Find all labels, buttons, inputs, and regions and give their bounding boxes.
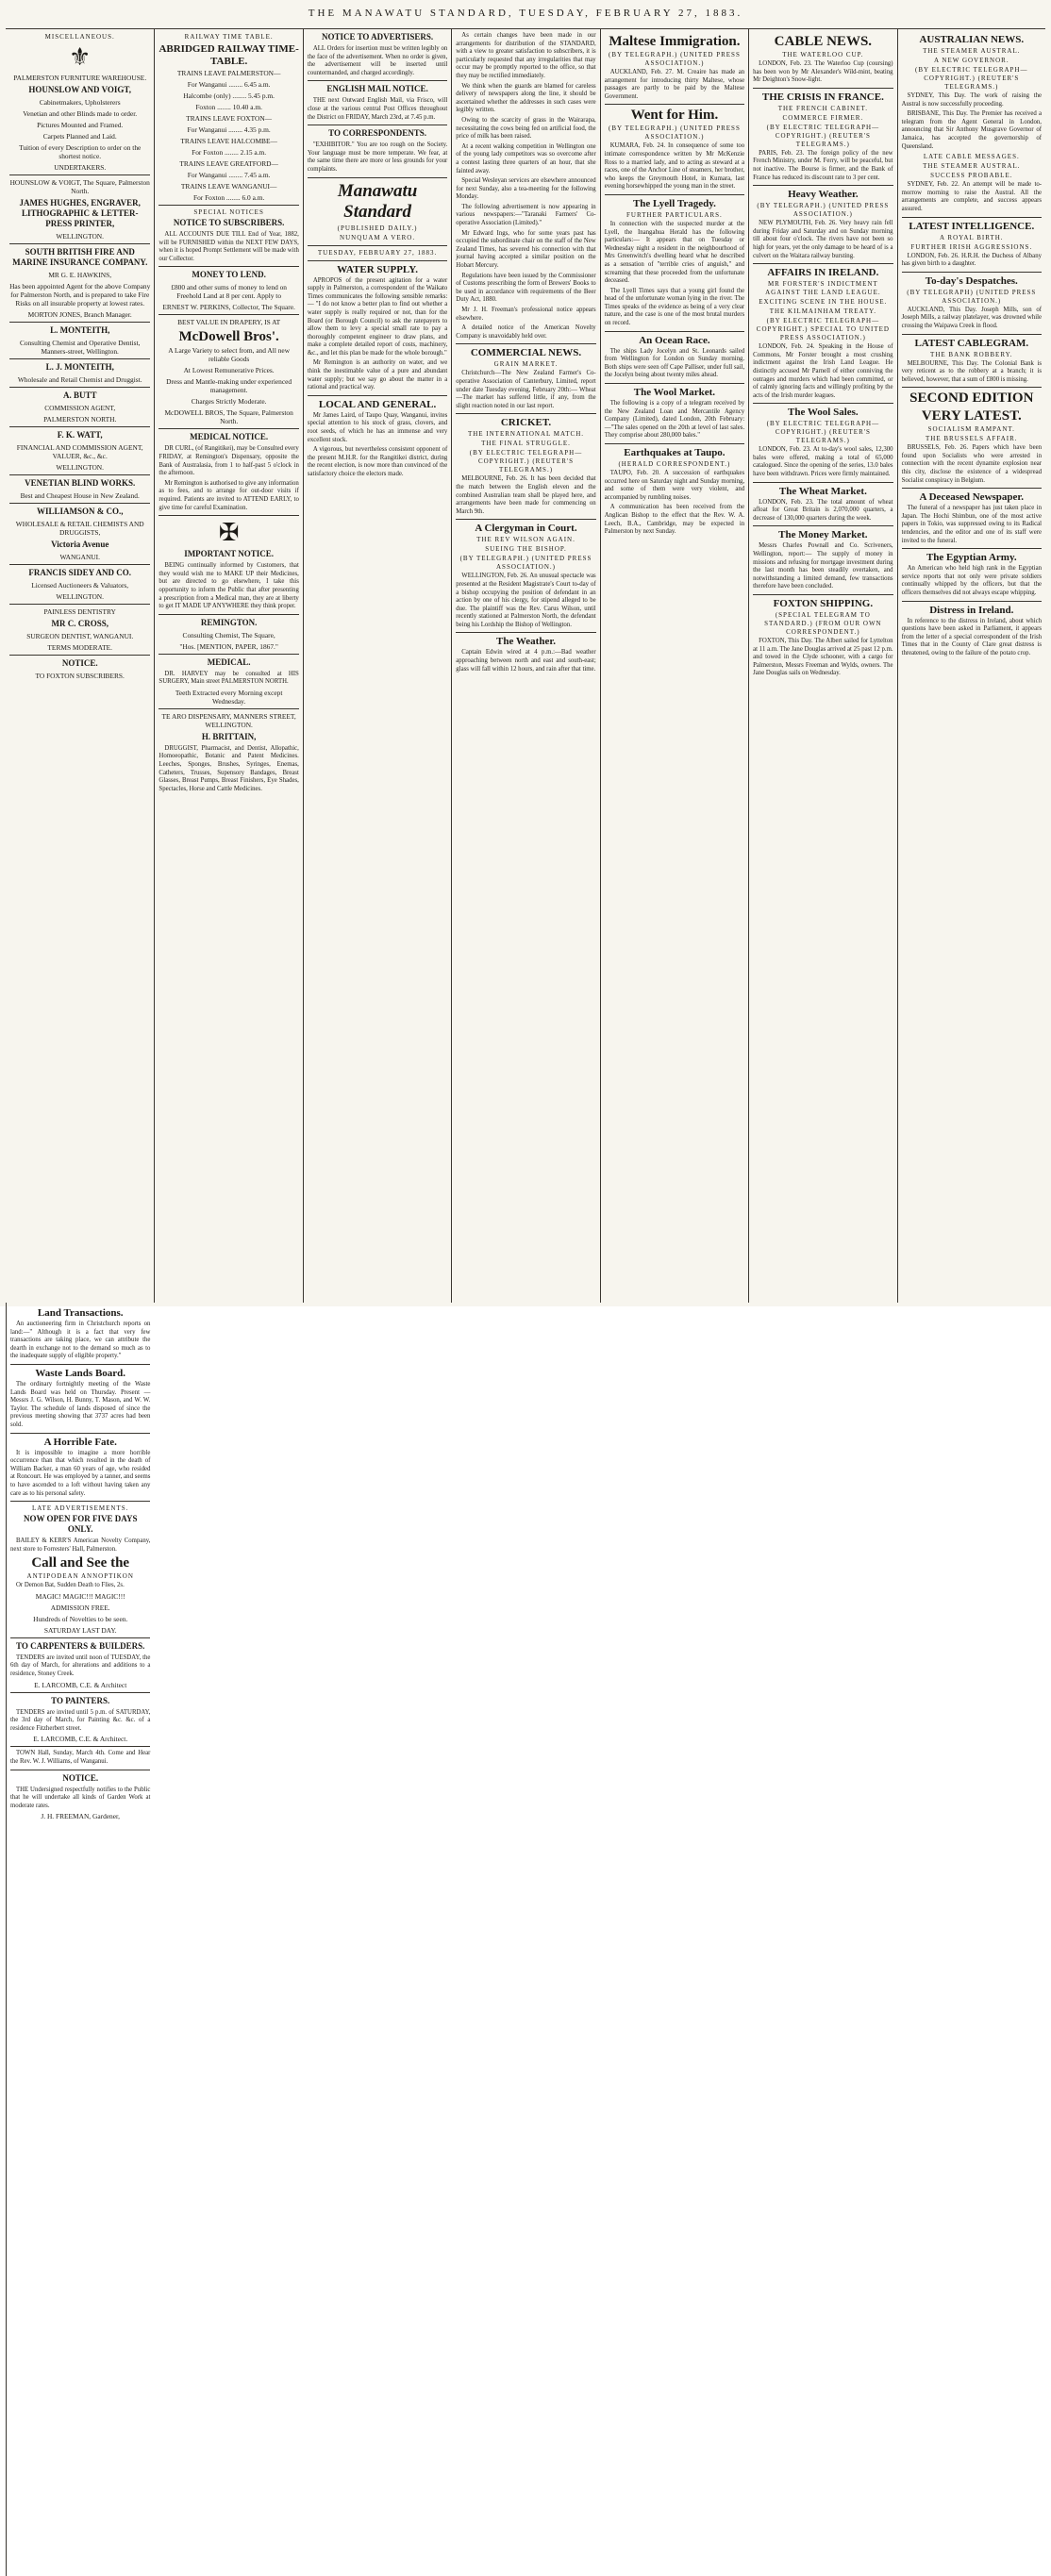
column-rule bbox=[308, 177, 447, 178]
subheading: MR FORSTER'S INDICTMENT AGAINST THE LAND LEAGUE. bbox=[765, 280, 881, 297]
paragraph: The Lyell Times says that a young girl found the head of the unfortunate woman lying in the river. The Times speaks of the evidence as being of a very clear nature, and the case is one of the most brutal murders on record. bbox=[604, 287, 745, 327]
advert-line: SATURDAY LAST DAY. bbox=[43, 1625, 117, 1635]
paragraph: Mr J. H. Freeman's professional notice appears elsewhere. bbox=[456, 307, 596, 322]
subheading: RAILWAY TIME TABLE. bbox=[184, 33, 274, 41]
subheading: (BY TELEGRAPH.) (UNITED PRESS ASSOCIATION.) bbox=[757, 202, 890, 219]
paragraph: A vigorous, but nevertheless consistent opponent of the present M.H.R. for the Rangitikei district, during the recent election, is now more than convinced of the satisfactory choice the electors made. bbox=[307, 446, 448, 477]
advert-line: Best and Cheapest House in New Zealand. bbox=[20, 491, 140, 500]
advert-line: SURGEON DENTIST, WANGANUI. bbox=[26, 632, 134, 640]
paragraph: BAILEY & KERR'S American Novelty Company, next store to Forresters' Hall, Palmerston. bbox=[10, 1537, 151, 1553]
subheading: A NEW GOVERNOR. bbox=[933, 57, 1009, 64]
paragraph: An auctioneering firm in Christchurch reports on land:—" Although it is a fact that very few transactions are taking place, we can attribute the dearth in exchange not to the demand so much as to the inadequate supply of eligible property." bbox=[10, 1321, 151, 1360]
advert-line: WELLINGTON. bbox=[56, 592, 104, 601]
advert-line: For Wanganui ........ 6.45 a.m. bbox=[187, 80, 271, 89]
paragraph: Messrs Charles Pownall and Co. Scriveners, Wellington, report:— The supply of money in missions and refusing for mortgage investment during the last month has been steadily overtaken, and notwithstanding a limited demand, few transactions therefore have been concluded. bbox=[753, 542, 893, 590]
advert-line: A Large Variety to select from, and All new reliable Goods bbox=[168, 346, 291, 364]
subheading: THE STEAMER AUSTRAL. bbox=[923, 162, 1021, 171]
subheading: EXCITING SCENE IN THE HOUSE. bbox=[759, 298, 888, 307]
column-4 bbox=[451, 29, 599, 1303]
paragraph: BRUSSELS, Feb. 26. Papers which have been found upon Socialists who were arrested in connection with the recent dynamite explosion near this city, disclose the existence of a widespread Socialist conspiracy in Belgium. bbox=[901, 444, 1042, 484]
column-rule bbox=[158, 654, 298, 655]
section-heading: ABRIDGED RAILWAY TIME-TABLE. bbox=[158, 43, 299, 67]
paragraph: AUCKLAND, Feb. 27. M. Creaire has made an arrangement for introducing thirty Maltese, whose passages are partly to be paid by the Maltese Government. bbox=[604, 69, 745, 100]
advert-line: BEST VALUE IN DRAPERY, IS AT bbox=[177, 318, 281, 327]
advert-line: HOUNSLOW & VOIGT, The Square, Palmerston North. bbox=[9, 178, 150, 195]
column-8 bbox=[6, 1303, 154, 2576]
subheading: (BY TELEGRAPH.) (UNITED PRESS ASSOCIATION.) bbox=[609, 125, 741, 141]
section-heading: Waste Lands Board. bbox=[35, 1367, 126, 1379]
advert-heading: L. J. MONTEITH, bbox=[45, 362, 114, 372]
headline: McDowell Bros'. bbox=[178, 329, 279, 345]
advert-line: At Lowest Remunerative Prices. bbox=[183, 366, 275, 375]
paragraph: THE Undersigned respectfully notifies to the Public that he will undertake all kinds of Garden Work at moderate rates. bbox=[10, 1786, 151, 1809]
paragraph: As certain changes have been made in our arrangements for distribution of the STANDARD, with a view to greater satisfaction to subscribers, it is particularly requested that any irregularities that may occur may be promptly reported to the office, so that they may be rectified immediately. bbox=[456, 32, 596, 79]
column-rule bbox=[902, 334, 1042, 335]
section-heading: LATEST INTELLIGENCE. bbox=[909, 220, 1035, 232]
section-heading: AUSTRALIAN NEWS. bbox=[919, 34, 1025, 45]
advert-line: TERMS MODERATE. bbox=[47, 643, 112, 652]
advert-line: TRAINS LEAVE FOXTON— bbox=[186, 114, 273, 123]
paragraph: TENDERS are invited until 5 p.m. of SATURDAY, the 3rd day of March, for Painting &c. &c. of a residence Fitzherbert street. bbox=[10, 1708, 151, 1732]
paragraph: LONDON, Feb. 23. At to-day's wool sales, 12,300 bales were offered, making a total of 65,000 catalogued. Since the opening of the series, 13.0 bales have been withdrawn. Prices were firmly maintained. bbox=[753, 446, 893, 478]
section-heading: CRICKET. bbox=[500, 417, 552, 429]
advert-line: TE ARO DISPENSARY, MANNERS STREET, WELLINGTON. bbox=[161, 711, 296, 729]
advert-line: Teeth Extracted every Morning except Wednesday. bbox=[175, 688, 283, 706]
section-heading: Earthquakes at Taupo. bbox=[624, 447, 726, 458]
column-7 bbox=[897, 29, 1045, 1303]
paragraph: MELBOURNE, This Day. The Colonial Bank is very reticent as to the robbery at a branch; it is believed, however, that a sum of £800 is missing. bbox=[901, 359, 1042, 383]
section-heading: A Clergyman in Court. bbox=[475, 523, 577, 535]
column-2 bbox=[154, 29, 302, 1303]
column-rule bbox=[308, 395, 447, 396]
masthead: THE MANAWATU STANDARD, TUESDAY, FEBRUARY 27, 1883. bbox=[308, 8, 743, 19]
paragraph: Mr Remington is authorised to give any information as to fees, and to arrange for out-door visits if required. Patients are invited to ATTEND EARLY, to give time for careful Examination. bbox=[158, 479, 299, 511]
column-rule bbox=[902, 272, 1042, 273]
paragraph: BRISBANE, This Day. The Premier has received a telegram from the Agent General in London, announcing that Sir Anthony Musgrave Governor of Jamaica, has accepted the governorship of Queensland. bbox=[901, 110, 1042, 150]
advert-heading: MEDICAL NOTICE. bbox=[190, 432, 269, 442]
advert-line: TRAINS LEAVE HALCOMBE— bbox=[180, 137, 277, 145]
advert-line: Venetian and other Blinds made to order. bbox=[23, 109, 138, 118]
column-rule bbox=[9, 243, 150, 244]
column-rule bbox=[10, 1746, 150, 1747]
column-rule bbox=[902, 217, 1042, 218]
paragraph: THE next Outward English Mail, via Frisco, will close at the various central Post Offices throughout the District on FRIDAY, March 23rd, at 7.45 p.m. bbox=[307, 97, 448, 121]
advert-line: WELLINGTON. bbox=[56, 463, 104, 472]
column-rule bbox=[902, 488, 1042, 489]
advert-heading: NOTICE. bbox=[62, 1772, 99, 1783]
headline: Call and See the bbox=[31, 1555, 130, 1571]
paragraph: SYDNEY, Feb. 22. An attempt will be made to-morrow morning to raise the Austral. All the arrangements are complete, and success appears assured. bbox=[901, 181, 1042, 212]
subheading: COMMERCE FIRMER. bbox=[782, 113, 864, 122]
advert-line: Foxton ........ 10.40 a.m. bbox=[195, 103, 262, 111]
subheading: NUNQUAM A VERO. bbox=[340, 233, 416, 241]
column-rule bbox=[456, 632, 595, 633]
advert-line: For Wanganui ........ 4.35 p.m. bbox=[187, 125, 271, 134]
paragraph: The funeral of a newspaper has just taken place in Japan. The Hochi Shimbun, one of the most active papers in Tokio, was suppressed owing to its Radical tendencies, and the editor and one of its staff were invited to the funeral. bbox=[901, 505, 1042, 544]
section-heading: The Egyptian Army. bbox=[926, 552, 1017, 564]
column-rule bbox=[753, 403, 893, 404]
advert-line: E. LARCOMB, C.E. & Architect bbox=[34, 1680, 127, 1689]
paragraph: AUCKLAND, This Day. Joseph Mills, son of Joseph Mills, a railway platelayer, was drowned while crossing the Waipawa Creek in flood. bbox=[901, 306, 1042, 329]
advert-heading: NOTICE TO SUBSCRIBERS. bbox=[173, 218, 285, 227]
subheading: (SPECIAL TELEGRAM TO STANDARD.) (FROM OUR OWN CORRESPONDENT.) bbox=[764, 611, 882, 636]
paragraph: ALL Orders for insertion must be written legibly on the face of the advertisement. When no order is given, the advertisement will be inserted until countermanded, and charged accordingly. bbox=[307, 45, 448, 76]
advert-line: PAINLESS DENTISTRY bbox=[43, 607, 116, 616]
subheading: ANTIPODEAN ANNOPTIKON bbox=[26, 1572, 134, 1581]
advert-heading: MONEY TO LEND. bbox=[192, 270, 266, 280]
advert-heading: SOUTH BRITISH FIRE AND MARINE INSURANCE COMPANY. bbox=[12, 247, 148, 267]
advert-line: TO FOXTON SUBSCRIBERS. bbox=[35, 672, 125, 680]
column-rule bbox=[158, 266, 298, 267]
subheading: (BY ELECTRIC TELEGRAPH—COPYRIGHT.) SPECIAL TO UNITED PRESS ASSOCIATION.) bbox=[756, 317, 890, 342]
column-rule bbox=[9, 474, 150, 475]
advert-line: Cabinetmakers, Upholsterers bbox=[39, 98, 121, 107]
subheading: MISCELLANEOUS. bbox=[44, 33, 115, 41]
subheading: THE FINAL STRUGGLE. bbox=[481, 440, 571, 448]
subheading: THE FRENCH CABINET. bbox=[777, 104, 868, 112]
paragraph: "EXHIBITOR." You are too rough on the Society. Your language must be more temperate. We fear, at the same time there are more or less grounds for your complaints. bbox=[307, 141, 448, 173]
column-rule bbox=[902, 387, 1042, 388]
advert-line: Carpets Planned and Laid. bbox=[42, 132, 117, 141]
advert-line: J. H. FREEMAN, Gardener, bbox=[41, 1812, 121, 1821]
advert-heading: HOUNSLOW AND VOIGT, bbox=[28, 85, 131, 94]
column-rule bbox=[605, 104, 744, 105]
column-rule bbox=[308, 245, 447, 246]
subheading: (BY ELECTRIC TELEGRAPH—COPYRIGHT.) (REUTER'S TELEGRAMS.) bbox=[469, 449, 583, 474]
advert-line: MR G. E. HAWKINS, bbox=[48, 271, 112, 279]
paragraph: We think when the guards are blamed for careless delivery of newspapers along the line, it should be ascertained whether the addresses in such cases were legibly written. bbox=[456, 82, 596, 114]
advert-heading: MEDICAL. bbox=[207, 656, 251, 667]
advert-line: WHOLESALE & RETAIL CHEMISTS AND DRUGGISTS, bbox=[15, 520, 144, 537]
headline: SECOND EDITION bbox=[909, 391, 1034, 407]
subheading: (BY TELEGRAPH) (UNITED PRESS ASSOCIATION.) bbox=[907, 288, 1037, 305]
ornament-icon: ⚜ bbox=[69, 43, 92, 71]
section-heading: AFFAIRS IN IRELAND. bbox=[767, 267, 879, 279]
column-rule bbox=[10, 1501, 150, 1502]
paragraph: Regulations have been issued by the Commissioner of Customs prescribing the form of Brewers' Books to be used in accordance with requirements of the Beer Duty Act, 1880. bbox=[456, 272, 596, 304]
advert-line: ERNEST W. PERKINS, Collector, The Square. bbox=[162, 303, 295, 312]
column-rule bbox=[9, 426, 150, 427]
column-rule bbox=[605, 383, 744, 384]
subheading: SUEING THE BISHOP. bbox=[485, 545, 567, 554]
paragraph: A communication has been received from the Anglican Bishop to the effect that the Rev. W. A. Leech, B.A., Cambridge, may be expected in Palmerston by next Sunday. bbox=[604, 504, 745, 536]
advert-heading: TO CORRESPONDENTS. bbox=[328, 128, 426, 139]
paragraph: PARIS, Feb. 23. The foreign policy of the new French Ministry, under M. Ferry, will be peaceful, but not inactive. The Bourse is firmer, and the Bank of France has reduced its discount rate to 3 per cent. bbox=[753, 149, 893, 181]
advert-line: E. LARCOMB, C.E. & Architect. bbox=[33, 1735, 128, 1744]
paragraph: The following is a copy of a telegram received by the New Zealand Loan and Mercantile Agency Company (Limited), dated London, 20th February:—"The sales opened on the 20th at level of last sales. They comprise about 280,000 bales." bbox=[604, 400, 745, 440]
advert-line: McDOWELL BROS, The Square, Palmerston North. bbox=[164, 408, 293, 426]
column-rule bbox=[456, 343, 595, 344]
advert-line: For Foxton ........ 6.0 a.m. bbox=[192, 193, 265, 202]
column-rule bbox=[308, 260, 447, 261]
advert-line: PALMERSTON FURNITURE WAREHOUSE. bbox=[13, 74, 147, 82]
column-rule bbox=[9, 655, 150, 656]
column-rule bbox=[10, 1637, 150, 1638]
advert-heading: REMINGTON. bbox=[200, 617, 258, 627]
advert-heading: IMPORTANT NOTICE. bbox=[184, 549, 275, 559]
advert-line: WANGANUI. bbox=[59, 553, 100, 561]
column-rule bbox=[753, 525, 893, 526]
paragraph: BEING continually informed by Customers, that they would wish me to MAKE UP their Medicines, but are directed to go elsewhere, I take this opportunity to inform the Public that after presenting a prescription from a Medical man, they are at liberty to get IT MADE UP ANYWHERE they think proper. bbox=[158, 562, 299, 610]
subheading: (BY TELEGRAPH.) (UNITED PRESS ASSOCIATION.) bbox=[459, 555, 592, 572]
advert-heading: F. K. WATT, bbox=[57, 430, 103, 440]
headline: Went for Him. bbox=[630, 108, 719, 124]
subheading: (BY TELEGRAPH.) (UNITED PRESS ASSOCIATION.) bbox=[609, 51, 741, 67]
subheading: THE WATERLOO CUP. bbox=[782, 51, 864, 58]
paragraph: ALL ACCOUNTS DUE TILL End of Year, 1882, will be FURNISHED within the NEXT FEW DAYS, when it is hoped Prompt Settlement will be made with our Collector. bbox=[158, 231, 299, 262]
section-heading: WATER SUPPLY. bbox=[337, 263, 418, 275]
advert-line: COMMISSION AGENT, bbox=[44, 404, 116, 412]
subheading: LATE ADVERTISEMENTS. bbox=[32, 1504, 129, 1513]
column-rule bbox=[753, 594, 893, 595]
column-rule bbox=[10, 1364, 150, 1365]
advert-heading: H. BRITTAIN, bbox=[201, 731, 257, 741]
subheading: THE KILMAINHAM TREATY. bbox=[769, 307, 877, 316]
subheading: (BY ELECTRIC TELEGRAPH—COPYRIGHT.) (REUTER'S TELEGRAMS.) bbox=[766, 420, 880, 445]
advert-heading: NOTICE. bbox=[61, 658, 98, 668]
paragraph: Or Demon Bat, Sudden Death to Flies, 2s. bbox=[16, 1582, 125, 1589]
advert-heading: JAMES HUGHES, ENGRAVER, LITHOGRAPHIC & LETTER-PRESS PRINTER, bbox=[19, 198, 141, 228]
advert-line: Hundreds of Novelties to be seen. bbox=[33, 1614, 128, 1623]
column-3 bbox=[303, 29, 451, 1303]
column-rule bbox=[158, 428, 298, 429]
advert-line: "Hos. [MENTION, PAPER, 1867." bbox=[179, 641, 278, 651]
paragraph: Special Wesleyan services are elsewhere announced for next Sunday, also a tea-meeting for the following Monday. bbox=[456, 177, 596, 201]
subheading: THE STEAMER AUSTRAL. bbox=[923, 47, 1021, 55]
advert-line: For Wanganui ........ 7.45 a.m. bbox=[187, 171, 271, 179]
advert-line: £800 and other sums of money to lend on Freehold Land at 8 per cent. Apply to bbox=[171, 283, 288, 301]
advert-line: Has been appointed Agent for the above Company for Palmerston North, and is prepared to take Fire Risks on all insurable property at lowest rates. bbox=[9, 282, 151, 307]
headline: VERY LATEST. bbox=[921, 408, 1022, 424]
advert-line: MORTON JONES, Branch Manager. bbox=[27, 310, 132, 319]
subheading: (PUBLISHED DAILY.) bbox=[337, 224, 418, 232]
column-rule bbox=[753, 88, 893, 89]
column-rule bbox=[605, 194, 744, 195]
advert-line: Charges Strictly Moderate. bbox=[191, 397, 267, 407]
section-heading: FOXTON SHIPPING. bbox=[773, 598, 874, 609]
advert-line: FINANCIAL AND COMMISSION AGENT, VALUER, &c., &c. bbox=[16, 443, 143, 460]
paragraph: TOWN Hall, Sunday, March 4th. Come and Hear the Rev. W. J. Williams, of Wanganui. bbox=[10, 1750, 151, 1766]
advert-heading: ENGLISH MAIL NOTICE. bbox=[326, 84, 428, 94]
columns bbox=[6, 28, 1045, 1821]
paragraph: FOXTON, This Day. The Albert sailed for Lyttelton at 11 a.m. The Jane Douglas arrived at 25 past 12 p.m. and towed in the Clyde schooner, with a cargo for Palmerston, Messrs Freeman and Wylds, owners. The Jane Douglas sails on Wednesday. bbox=[753, 638, 893, 677]
advert-line: TRAINS LEAVE PALMERSTON— bbox=[176, 69, 281, 77]
column-rule bbox=[158, 708, 298, 709]
advert-line: Consulting Chemist, The Square, bbox=[182, 630, 275, 640]
subheading: THE BANK ROBBERY. bbox=[930, 350, 1013, 358]
advert-line: MAGIC! MAGIC!!! MAGIC!!! bbox=[35, 1591, 125, 1601]
column-rule bbox=[9, 503, 150, 504]
advert-heading: TO PAINTERS. bbox=[51, 1695, 110, 1705]
subheading: THE INTERNATIONAL MATCH. bbox=[467, 430, 585, 439]
advert-line: Tuition of every Description to order on the shortest notice. bbox=[19, 143, 142, 160]
paragraph: In reference to the distress in Ireland, about which questions have been asked in Parliament, it appears from the letter of a special correspondent of the Irish Times that in the County of Clare great distress is threatened, owing to the failure of the potato crop. bbox=[901, 617, 1042, 656]
paragraph: LONDON, Feb. 26. H.R.H. the Duchess of Albany has given birth to a daughter. bbox=[901, 252, 1042, 268]
paragraph: APROPOS of the present agitation for a water supply in Palmerston, a correspondent of the Waikato Times communicates the following sensible remarks:— "I do not know a better plan to find out whether a water supply is really required or not, than for the Board (or Borough Council) to ask the ratepayers to allow them to levy a special small rate to pay a thoroughly competent engineer to draw plans, and make a complete detailed report of costs, machinery, &c., and let this plan be made for the whole borough." bbox=[307, 276, 448, 357]
section-heading: A Horrible Fate. bbox=[43, 1436, 117, 1448]
column-rule bbox=[753, 263, 893, 264]
paragraph: It is impossible to imagine a more horrible occurrence than that which resulted in the death of William Backer, a man 60 years of age, who resided at Roncourt. He was employed by a tanner, and seems to have ascended to a loft without having taken any care as to his personal safety. bbox=[10, 1449, 151, 1497]
paragraph: DRUGGIST, Pharmacist, and Dentist, Allopathic, Homoeopathic, Botanic and Patent Medicines. Leeches, Sponges, Brushes, Syringes, Enemas, Catheters, Trusses, Supensory Bandages, Breast Glasses, Breast Pumps, Breast Finishers, Eye Shades, Spectacles, Horse and Cattle Medicines. bbox=[158, 744, 299, 792]
paragraph: LONDON, Feb. 23. The total amount of wheat afloat for Great Britain is 2,070,000 quarters, a decrease of 130,000 quarters during the week. bbox=[753, 498, 893, 522]
section-heading: The Wheat Market. bbox=[778, 485, 867, 497]
advert-heading: FRANCIS SIDEY AND CO. bbox=[28, 568, 132, 577]
section-heading: To-day's Despatches. bbox=[925, 274, 1018, 287]
paragraph: KUMARA, Feb. 24. In consequence of some too intimate correspondence written by Mr McKenzie Ross to a married lady, and to acting as steward at a races, one of the Anchor Line of steamers, her brother, who keeps the Greymouth Hotel, in Kumara, last evening horsewhipped the young man in the street. bbox=[604, 142, 745, 191]
column-rule bbox=[9, 387, 150, 388]
paragraph: In connection with the suspected murder at the Lyell, the Inangahua Herald has the following particulars:— It appears that on Tuesday or Wednesday night a resident in the neighbourhood of Mrs Greenwitch's dwelling heard what he described as a sensation of "terrible cries of anguish," and screaming that these proceeded from the unfortunate deceased. bbox=[604, 220, 745, 285]
column-rule bbox=[902, 548, 1042, 549]
advert-line: For Foxton ........ 2.15 a.m. bbox=[192, 148, 267, 157]
column-6 bbox=[748, 29, 896, 1303]
column-rule bbox=[158, 314, 298, 315]
subheading: SPECIAL NOTICES bbox=[193, 208, 264, 216]
subheading: GRAIN MARKET. bbox=[493, 360, 559, 369]
ornament-icon: ✠ bbox=[218, 519, 240, 547]
paragraph: NEW PLYMOUTH, Feb. 26. Very heavy rain fell during Friday and Saturday and on Sunday morning till about four o'clock. The rivers have not been so high for years, yet the only damage to be heard of is a culvert on the Waitara railway bursting. bbox=[753, 220, 893, 259]
column-rule bbox=[9, 322, 150, 323]
section-heading: The Lyell Tragedy. bbox=[632, 197, 716, 209]
paragraph: SYDNEY, This Day. The work of raising the Austral is now successfully proceeding. bbox=[901, 92, 1042, 108]
column-rule bbox=[456, 519, 595, 520]
paragraph: Christchurch—The New Zealand Farmer's Co-operative Association of Canterbury, Limited, report under date Tuesday evening, February 20th:— Wheat—The market has suffered little, if any, from the slight reaction noted in our last report. bbox=[456, 370, 596, 409]
column-1 bbox=[6, 29, 154, 1303]
subheading: SOCIALISM RAMPANT. bbox=[927, 425, 1015, 434]
section-heading: Heavy Weather. bbox=[788, 189, 859, 201]
section-heading: The Wool Market. bbox=[633, 387, 716, 399]
column-rule bbox=[753, 482, 893, 483]
paragraph: Captain Edwin wired at 4 p.m.:—Bad weather approaching between north and east and south-east; glass will fall within 12 hours, and rain after that time. bbox=[456, 649, 596, 673]
section-heading: An Ocean Race. bbox=[639, 334, 710, 346]
advert-line: Halcombe (only) ........ 5.45 p.m. bbox=[183, 91, 275, 100]
paragraph: The following advertisement is now appearing in various newspapers:—"Taranaki Farmers' Co-operative Association (Limited)." bbox=[456, 203, 596, 227]
paragraph: Owing to the scarcity of grass in the Wairarapa, necessitating the cows being fed on artificial food, the price of milk has been raised. bbox=[456, 116, 596, 141]
paragraph: DR CURL, (of Rangitikei), may be Consulted every FRIDAY, at Remington's Dispensary, opposite the Bank of Australasia, from 1 to half-past 5 o'clock in the afternoon. bbox=[158, 445, 299, 477]
advert-heading: NOTICE TO ADVERTISERS. bbox=[321, 32, 434, 42]
advert-line: Consulting Chemist and Operative Dentist, Manners-street, Wellington. bbox=[19, 339, 141, 356]
paragraph: WELLINGTON, Feb. 26. An unusual spectacle was presented at the Resident Magistrate's Court to-day of a bishop occupying the position of defendant in an action by one of his clergy, for stipend alleged to be due. The plaintiff was the Rev. Carus Wilson, until recently stationed at Palmerston North, the defendant being his Lordship the Bishop of Wellington. bbox=[456, 573, 596, 628]
advert-line: Wholesale and Retail Chemist and Druggist. bbox=[17, 375, 142, 384]
advert-heading: NOW OPEN FOR FIVE DAYS ONLY. bbox=[23, 1514, 138, 1535]
column-rule bbox=[10, 1692, 150, 1693]
section-heading: Distress in Ireland. bbox=[929, 604, 1014, 616]
paragraph: Mr Edward Ings, who for some years past has occupied the subordinate chair on the staff of the New Zealand Times, has severed his connection with that journal having accepted a similar position on the Hobart Mercury. bbox=[456, 229, 596, 270]
advert-heading: L. MONTEITH, bbox=[50, 325, 110, 335]
column-5 bbox=[600, 29, 748, 1303]
section-heading: COMMERCIAL NEWS. bbox=[470, 347, 582, 359]
column-rule bbox=[9, 564, 150, 565]
column-rule bbox=[158, 205, 298, 206]
section-heading: LATEST CABLEGRAM. bbox=[914, 337, 1029, 349]
subheading: FURTHER PARTICULARS. bbox=[626, 210, 723, 219]
advert-heading: VENETIAN BLIND WORKS. bbox=[25, 478, 136, 488]
subheading: (HERALD CORRESPONDENT.) bbox=[618, 460, 731, 468]
paragraph: LONDON, Feb. 24. Speaking in the House of Commons, Mr Forster brought a most crushing indictment against the Irish Land League. He distinctly accused Mr Parnell of either conniving the outrages and murders which had been committed, or of calmly ignoring facts and willingly profiting by the acts of the Irish murder leagues. bbox=[753, 343, 893, 399]
advert-line: Pictures Mounted and Framed. bbox=[37, 121, 124, 129]
subheading: (BY ELECTRIC TELEGRAPH—COPYRIGHT.) (REUTER'S TELEGRAMS.) bbox=[915, 66, 1028, 91]
subheading: LATE CABLE MESSAGES. bbox=[923, 153, 1020, 161]
advert-line: ADMISSION FREE. bbox=[50, 1603, 110, 1612]
column-rule bbox=[9, 358, 150, 359]
advert-line: Dress and Mantle-making under experienced management. bbox=[166, 377, 292, 395]
advert-heading: TO CARPENTERS & BUILDERS. bbox=[16, 1640, 145, 1651]
subheading: (BY ELECTRIC TELEGRAPH—COPYRIGHT.) (REUTER'S TELEGRAMS.) bbox=[766, 123, 880, 148]
paragraph: MELBOURNE, Feb. 26. It has been decided that the match between the English eleven and the combined Australian team shall be played here, and arrangements have been made for commencing on March 9th. bbox=[456, 475, 596, 515]
advert-heading: MR C. CROSS, bbox=[51, 619, 108, 628]
paragraph: The ordinary fortnightly meeting of the Waste Lands Board was held on Thursday. Present — Messrs J. G. Wilson, H. Bunny, T. Mason, and W. W. Taylor. The schedule of lands disposed of since the previous meeting showing that 3737 acres had been sold. bbox=[10, 1380, 151, 1428]
column-rule bbox=[753, 185, 893, 186]
column-rule bbox=[308, 80, 447, 81]
subheading: TUESDAY, FEBRUARY 27, 1883. bbox=[317, 248, 438, 257]
paragraph: Mr Remington is an authority on water, and we think the inestimable value of a pure and abundant water supply; but we say go about the matter in a rational and practical way. bbox=[307, 359, 448, 391]
column-rule bbox=[456, 413, 595, 414]
column-rule bbox=[9, 604, 150, 605]
column-rule bbox=[605, 443, 744, 444]
section-heading: The Money Market. bbox=[778, 529, 868, 541]
subheading: THE BRUSSELS AFFAIR. bbox=[926, 435, 1018, 443]
column-rule bbox=[605, 331, 744, 332]
advert-line: WELLINGTON. bbox=[56, 232, 104, 241]
advert-line: TRAINS LEAVE WANGANUI— bbox=[180, 182, 277, 191]
section-heading: LOCAL AND GENERAL. bbox=[318, 398, 437, 410]
headline: Maltese Immigration. bbox=[609, 34, 741, 49]
subheading: SUCCESS PROBABLE. bbox=[930, 172, 1013, 180]
paragraph: The ships Lady Jocelyn and St. Leonards sailed from Wellington for London on Sunday morning. Both ships were seen off Cape Palliser, under full sail, the Jocelyn being about twenty miles ahead. bbox=[604, 347, 745, 379]
section-heading: Land Transactions. bbox=[37, 1307, 124, 1319]
paragraph: DR. HARVEY may be consulted at HIS SURGERY, Main street PALMERSTON NORTH. bbox=[158, 670, 299, 686]
advert-line: Licensed Auctioneers & Valuators, bbox=[31, 581, 129, 590]
paragraph: TAUPO, Feb. 20. A succession of earthquakes occurred here on Saturday night and Sunday morning, and some of them were very violent, and accompanied by rumbling noises. bbox=[604, 470, 745, 501]
paragraph: A detailed notice of the American Novelty Company is unavoidably held over. bbox=[456, 324, 596, 340]
subheading: THE REV WILSON AGAIN. bbox=[476, 536, 576, 544]
column-rule bbox=[158, 515, 298, 516]
section-heading: A Deceased Newspaper. bbox=[919, 491, 1025, 504]
section-heading: THE CRISIS IN FRANCE. bbox=[761, 91, 884, 103]
advert-line: TRAINS LEAVE GREATFORD— bbox=[179, 159, 278, 168]
section-heading: The Wool Sales. bbox=[788, 407, 859, 419]
paragraph: TENDERS are invited until noon of TUESDAY, the 6th day of March, for alterations and additions to a residence, Stoney Creek. bbox=[10, 1654, 151, 1678]
paragraph: An American who held high rank in the Egyptian service reports that not only were private soldiers continually whipped by the officers, but that the officers themselves did not always escape whipping. bbox=[901, 565, 1042, 596]
section-heading: The Weather. bbox=[496, 636, 556, 648]
masthead-title: Manawatu Standard bbox=[337, 180, 418, 222]
advert-heading: A. BUTT bbox=[62, 391, 97, 400]
subheading: A ROYAL BIRTH. bbox=[939, 233, 1004, 241]
column-rule bbox=[902, 601, 1042, 602]
subheading: FURTHER IRISH AGGRESSIONS. bbox=[910, 242, 1033, 251]
advert-heading: WILLIAMSON & CO., bbox=[36, 507, 124, 516]
paragraph: Mr James Laird, of Taupo Quay, Wanganui, invites special attention to his stock of grass, clovers, and root seeds, of which he has an immense and very excellent stock. bbox=[307, 411, 448, 443]
advert-line: PALMERSTON NORTH. bbox=[43, 415, 117, 424]
paragraph: At a recent walking competition in Wellington one of the young lady competitors was so overcome after a contest lasting three quarters of an hour, that she fainted away. bbox=[456, 142, 596, 175]
column-rule bbox=[10, 1433, 150, 1434]
paragraph: LONDON, Feb. 23. The Waterloo Cup (coursing) has been won by Mr Alexander's Wild-mint, beating Mr Deighton's Snow-light. bbox=[753, 60, 893, 84]
headline: CABLE NEWS. bbox=[774, 34, 873, 49]
advert-heading: Victoria Avenue bbox=[51, 540, 109, 549]
advert-line: UNDERTAKERS. bbox=[54, 163, 107, 172]
column-rule bbox=[158, 614, 298, 615]
